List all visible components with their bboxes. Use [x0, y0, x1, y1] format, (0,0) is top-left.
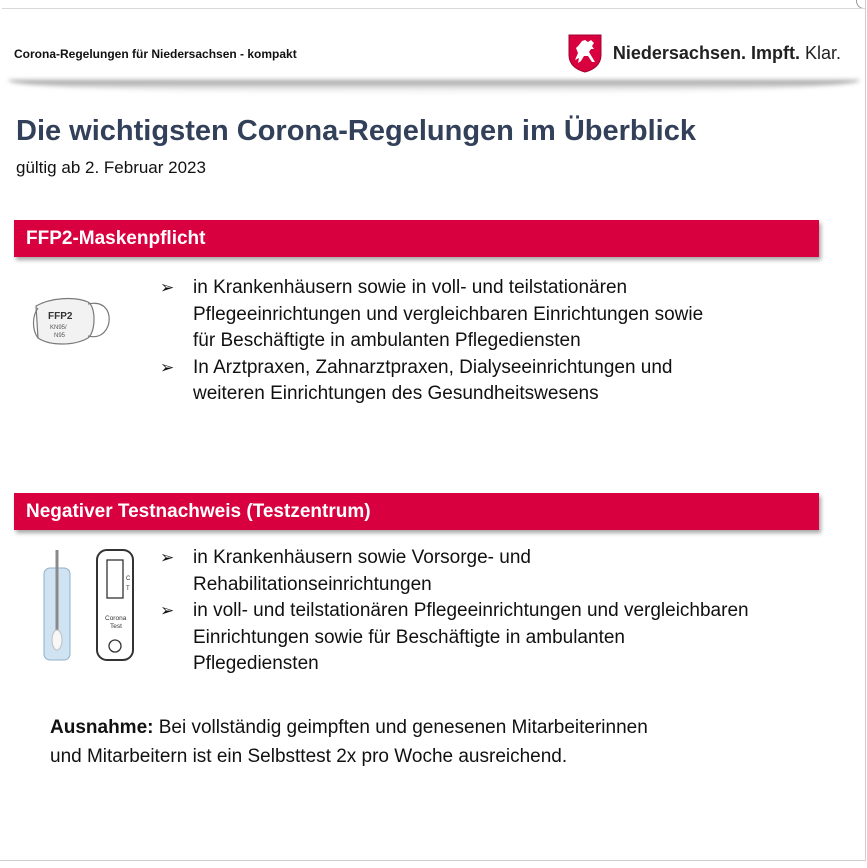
page-subtitle: gültig ab 2. Februar 2023 [16, 158, 206, 177]
ffp2-mask-icon [30, 292, 116, 352]
list-item [160, 598, 749, 678]
exception-note [50, 713, 810, 771]
bullet-arrow-icon: ➢ [160, 601, 175, 620]
list-item [160, 275, 703, 355]
list-item-line: In Arztpraxen, Zahnarztpraxen, Dialyseeinrichtungen und [193, 356, 673, 378]
bullet-arrow-icon: ➢ [160, 548, 175, 567]
brand [567, 31, 841, 75]
list-item [160, 545, 749, 598]
list-item-line: weiteren Einrichtungen des Gesundheitswesens [193, 383, 599, 404]
list-item-line: in voll- und teilstationären Pflegeeinrichtungen und vergleichbaren [193, 600, 749, 621]
test-test-label: Test [110, 623, 122, 630]
exception-label: Ausnahme: [50, 717, 154, 738]
n95-label: N95 [54, 333, 66, 339]
test-bullet-list [160, 545, 749, 678]
brand-slogan-1: Impft. [745, 42, 800, 63]
bullet-arrow-icon: ➢ [160, 357, 175, 377]
exception-text-line-2: und Mitarbeitern ist ein Selbsttest 2x pro Woche ausreichend. [50, 746, 568, 767]
list-item-line: in Krankenhäusern sowie Vorsorge- und [193, 547, 531, 568]
section-heading-test: Negativer Testnachweis (Testzentrum) [14, 493, 819, 530]
header-title: Corona-Regelungen für Niedersachsen - kompakt [14, 47, 297, 61]
list-item-line: Einrichtungen sowie für Beschäftigte in ambulanten [193, 626, 625, 648]
test-c-label: C [126, 576, 131, 582]
bullet-arrow-icon: ➢ [160, 278, 175, 297]
list-item-line: Pflegediensten [193, 653, 319, 674]
exception-text-line-1: Bei vollständig geimpften und genesenen Mitarbeiterinnen [153, 717, 648, 738]
page-title: Die wichtigsten Corona-Regelungen im Überblick [16, 115, 696, 147]
brand-slogan-2: Klar. [799, 42, 841, 63]
kn95-label: KN95/ [50, 325, 67, 331]
list-item [160, 355, 703, 408]
list-item-line: für Beschäftigte in ambulanten Pflegediensten [193, 330, 581, 351]
brand-name: Niedersachsen. [612, 42, 746, 63]
list-item-line: in Krankenhäusern sowie in voll- und teilstationären [193, 277, 628, 298]
ffp2-bullet-list [160, 275, 703, 408]
list-item-line: Rehabilitationseinrichtungen [193, 573, 432, 595]
corona-test-kit-icon [40, 548, 136, 664]
header-bar [2, 8, 865, 81]
lower-saxony-horse-crest-icon [567, 33, 603, 73]
header-shadow [8, 80, 860, 94]
brand-text [613, 43, 841, 64]
list-item-line: Pflegeeinrichtungen und vergleichbaren Einrichtungen sowie [193, 303, 704, 325]
ffp2-label: FFP2 [48, 311, 73, 322]
section-heading-ffp2: FFP2-Maskenpflicht [14, 220, 819, 257]
test-corona-label: Corona [105, 615, 127, 622]
test-t-label: T [126, 586, 130, 592]
